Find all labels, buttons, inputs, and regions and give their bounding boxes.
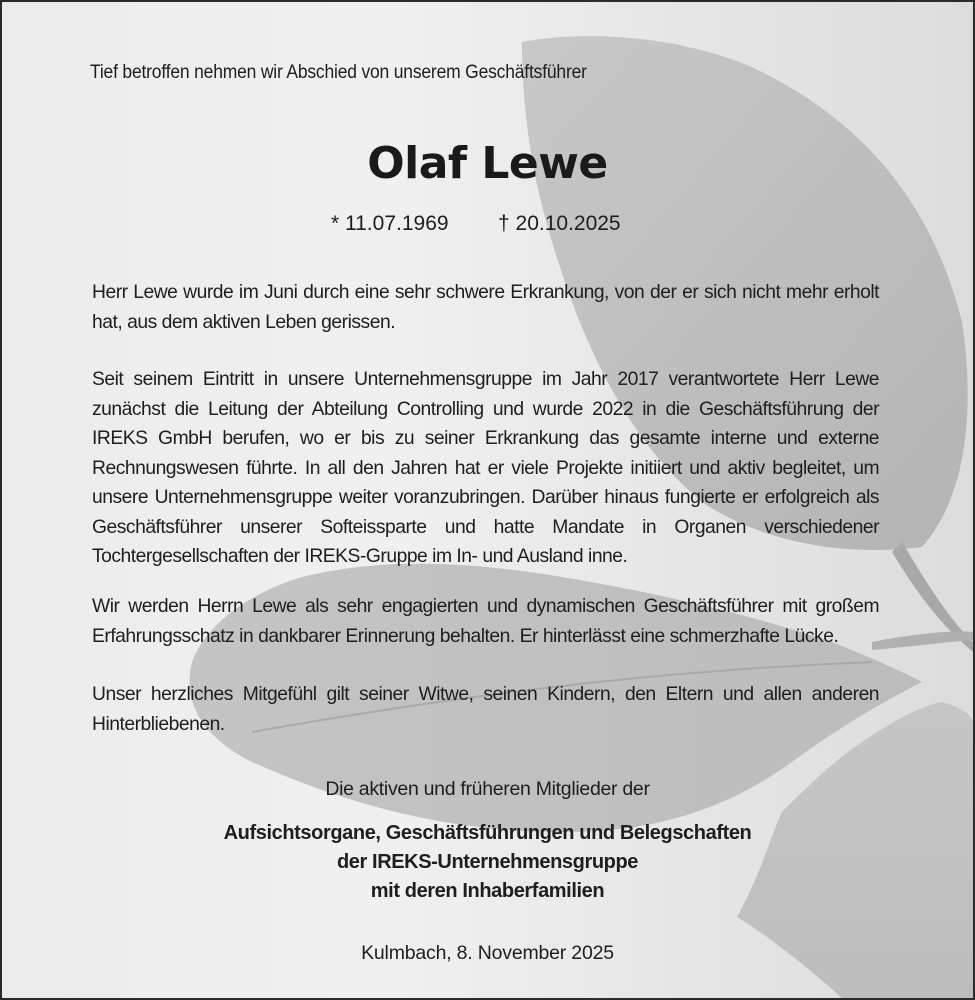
place-and-date: Kulmbach, 8. November 2025	[361, 942, 614, 964]
paragraph-remembrance: Wir werden Herrn Lewe als sehr engagierten und dynamischen Geschäftsführer mit großem Erfahrungsschatz in dankbarer Erinnerung behalten. Er hinterlässt eine schmerzhafte Lücke.	[92, 595, 880, 647]
signer-line: der IREKS-Unternehmensgruppe	[336, 851, 639, 873]
paragraph-condolences: Unser herzliches Mitgefühl gilt seiner Witwe, seinen Kindern, den Eltern und allen anderen Hinterbliebenen.	[92, 683, 880, 735]
paragraph-illness: Herr Lewe wurde im Juni durch eine sehr schwere Erkrankung, von der er sich nicht mehr erholt hat, aus dem aktiven Leben gerissen.	[92, 281, 880, 333]
paragraph-career: Seit seinem Eintritt in unsere Unternehmensgruppe im Jahr 2017 verantwortete Herr Lewe zunächst die Leitung der Abteilung Controlling und wurde 2022 in die Geschäftsführung der IREKS GmbH berufen, wo er bis zu seiner Erkrankung das gesamte interne und externe Rechnungswesen führte. In all den Jahren hat er viele Projekte initiiert und aktiv begleitet, um unsere Unternehmensgruppe weiter voranzubringen. Darüber hinaus fungierte er erfolgreich als Geschäftsführer unserer Softeissparte und hatte Mandate in Organen verschiedener Tochtergesellschaften der IREKS-Gruppe im In- und Ausland inne.	[92, 368, 880, 567]
signer-line: Aufsichtsorgane, Geschäftsführungen und Belegschaften	[223, 822, 752, 844]
deceased-name: Olaf Lewe	[367, 138, 608, 189]
signer-line: mit deren Inhaberfamilien	[370, 880, 605, 902]
intro-line: Tief betroffen nehmen wir Abschied von unserem Geschäftsführer	[90, 62, 587, 83]
death-date: † 20.10.2025	[498, 212, 621, 235]
signature-intro: Die aktiven und früheren Mitglieder der	[325, 778, 650, 800]
signers-block	[2, 819, 973, 906]
birth-date: * 11.07.1969	[331, 212, 449, 235]
notice-content	[2, 2, 973, 998]
